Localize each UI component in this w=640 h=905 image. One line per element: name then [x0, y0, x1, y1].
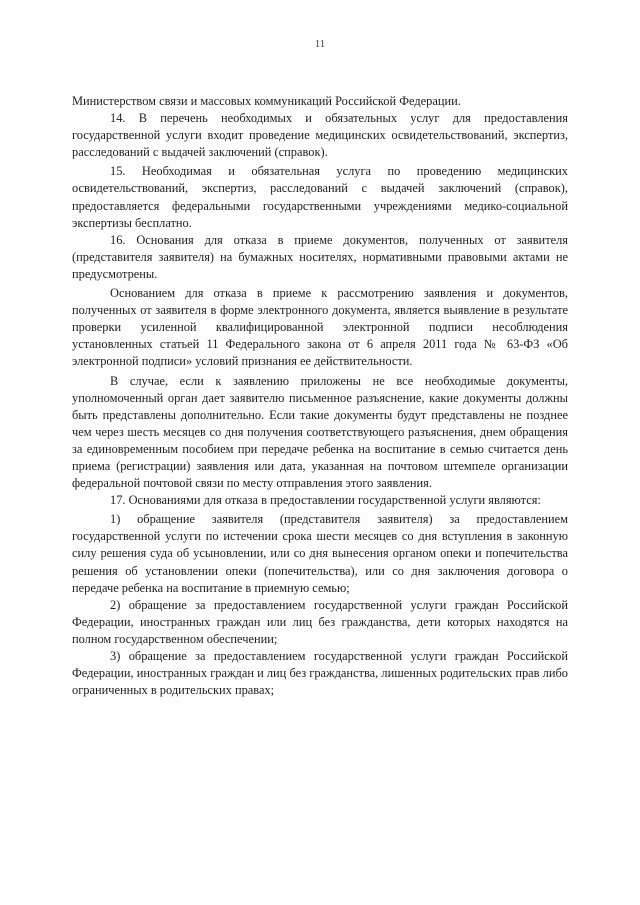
paragraph-continuation: Министерством связи и массовых коммуникаций Российской Федерации.	[72, 94, 461, 108]
document-body	[72, 93, 568, 699]
paragraph-15: 15. Необходимая и обязательная услуга по проведению медицинских освидетельствований, экспертиз, расследований с выдачей заключений (справок), предоставляется федеральными государственными учреждениями медико-социальной экспертизы бесплатно.	[72, 164, 568, 230]
paragraph-incomplete-documents: В случае, если к заявлению приложены не все необходимые документы, уполномоченный орган дает заявителю письменное разъяснение, какие документы должны быть представлены дополнительно. Если такие документы будут представлены не позднее чем через шесть месяцев со дня получения соответствующего разъяснения, днем обращения за единовременным пособием при передаче ребенка на воспитание в семью считается день приема (регистрации) заявления или дата, указанная на почтовом штемпеле организации федеральной почтовой связи по месту отправления этого заявления.	[72, 373, 568, 491]
list-item-2: 2) обращение за предоставлением государственной услуги граждан Российской Федерации, иностранных граждан или лиц без гражданства, дети которых находятся на полном государственном обеспечении;	[72, 597, 568, 646]
list-item-3: 3) обращение за предоставлением государственной услуги граждан Российской Федерации, иностранных граждан и лиц без гражданства, лишенных родительских прав либо ограниченных в родительских правах;	[72, 649, 568, 698]
paragraph-refusal-electronic: Основанием для отказа в приеме к рассмотрению заявления и документов, полученных от заявителя в форме электронного документа, является выявление в результате проверки усиленной квалифицированной электронной подписи несоблюдения установленных статьей 11 Федерального закона от 6 апреля 2011 года № 63-ФЗ «Об электронной подписи» условий признания ее действительности.	[72, 286, 568, 369]
page-number: 11	[314, 38, 326, 50]
paragraph-14: 14. В перечень необходимых и обязательных услуг для предоставления государственной услуги входит проведение медицинских освидетельствований, экспертиз, расследований с выдачей заключений (справок).	[72, 111, 568, 160]
paragraph-17: 17. Основаниями для отказа в предоставлении государственной услуги являются:	[110, 493, 541, 508]
paragraph-16: 16. Основания для отказа в приеме документов, полученных от заявителя (представителя заявителя) на бумажных носителях, нормативными правовыми актами не предусмотрены.	[72, 232, 568, 281]
list-item-1: 1) обращение заявителя (представителя заявителя) за предоставлением государственной услуги по истечении срока шести месяцев со дня вступления в законную силу решения суда об усыновлении, или со дня вынесения органом опеки и попечительства решения об установлении опеки (попечительства), или со дня заключения договора о передаче ребенка на воспитание в приемную семью;	[72, 512, 568, 595]
